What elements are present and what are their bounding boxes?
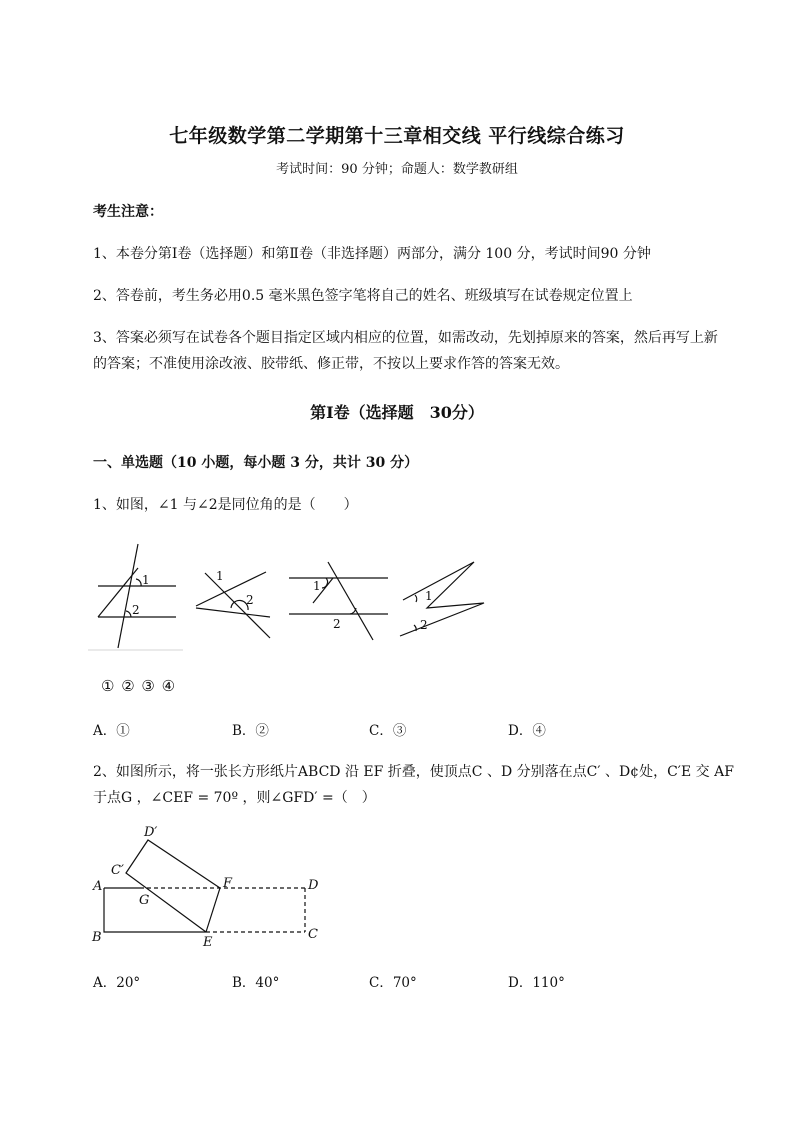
exam-info: 考试时间：90 分钟；命题人：数学教研组 — [276, 162, 518, 177]
notice-item-3-cont: 的答案；不准使用涂改液、胶带纸、修正带，不按以上要求作答的答案无效。 — [93, 356, 569, 372]
label-D: D — [308, 878, 319, 893]
part-heading: 一、单选题（10 小题，每小题 3 分，共计 30 分） — [93, 455, 419, 471]
question-1-option-a[interactable]: A．① — [93, 723, 130, 739]
question-2-stem-line-2: 于点G ，∠CEF = 70º ，则∠GFD′ =（ ） — [93, 790, 376, 806]
question-2-option-a[interactable]: A．20° — [93, 975, 141, 991]
fig1-angle-arc-2 — [126, 611, 131, 617]
fig2-label-2: 2 — [246, 593, 254, 607]
fold-line-EF — [206, 888, 220, 932]
fig1-transversal — [118, 544, 138, 648]
fig1-label-1: 1 — [142, 573, 150, 587]
fig3-label-1: 1 — [313, 579, 321, 593]
fig1-label-2: 2 — [132, 603, 140, 617]
label-B: B — [92, 930, 102, 945]
label-C-prime: C′ — [111, 863, 124, 878]
question-1-option-c[interactable]: C．③ — [369, 723, 407, 739]
question-1-figure-numbers: ① ② ③ ④ — [101, 677, 177, 695]
question-2-option-c[interactable]: C．70° — [369, 975, 417, 991]
fig1-angle-arc-1 — [136, 579, 141, 586]
fig3-label-2: 2 — [333, 617, 341, 631]
label-D-prime: D′ — [144, 825, 158, 840]
fig4-zigzag — [400, 562, 484, 636]
fig4-label-2: 2 — [420, 618, 428, 632]
label-G: G — [139, 893, 150, 908]
label-E: E — [203, 935, 213, 950]
section-title: 第Ⅰ卷（选择题 30分） — [310, 403, 484, 422]
question-1-option-d[interactable]: D．④ — [508, 723, 546, 739]
question-2-option-d[interactable]: D．110° — [508, 975, 565, 991]
notice-item-1: 1、本卷分第Ⅰ卷（选择题）和第Ⅱ卷（非选择题）两部分，满分 100 分，考试时间90 分钟 — [93, 246, 651, 262]
fig2-line-c — [196, 608, 270, 617]
fig4-label-1: 1 — [425, 589, 433, 603]
notice-item-3: 3、答案必须写在试卷各个题目指定区域内相应的位置，如需改动，先划掉原来的答案，然后再写上新 — [93, 330, 718, 346]
question-1-stem: 1、如图，∠1 与∠2是同位角的是（ ） — [93, 497, 358, 513]
fig2-line-a — [205, 573, 270, 638]
folded-flap — [126, 840, 220, 932]
notice-heading: 考生注意： — [93, 204, 163, 220]
notice-item-2: 2、答卷前，考生务必用0.5 毫米黑色签字笔将自己的姓名、班级填写在试卷规定位置上 — [93, 288, 633, 304]
label-C: C — [308, 927, 318, 942]
question-2-figure — [88, 820, 338, 950]
label-F: F — [223, 876, 233, 891]
page-title: 七年级数学第二学期第十三章相交线 平行线综合练习 — [169, 125, 625, 147]
fig4-angle-arc-1 — [415, 595, 417, 602]
label-A: A — [93, 879, 103, 894]
fig2-label-1: 1 — [216, 569, 224, 583]
question-2-option-b[interactable]: B．40° — [232, 975, 280, 991]
question-1-option-b[interactable]: B．② — [232, 723, 269, 739]
question-2-stem-line-1: 2、如图所示，将一张长方形纸片ABCD 沿 EF 折叠，使顶点C 、D 分别落在点C′ 、D¢处，C′E 交 AF — [93, 764, 734, 780]
question-1-figures — [88, 538, 498, 658]
fig2-line-b — [196, 572, 266, 606]
